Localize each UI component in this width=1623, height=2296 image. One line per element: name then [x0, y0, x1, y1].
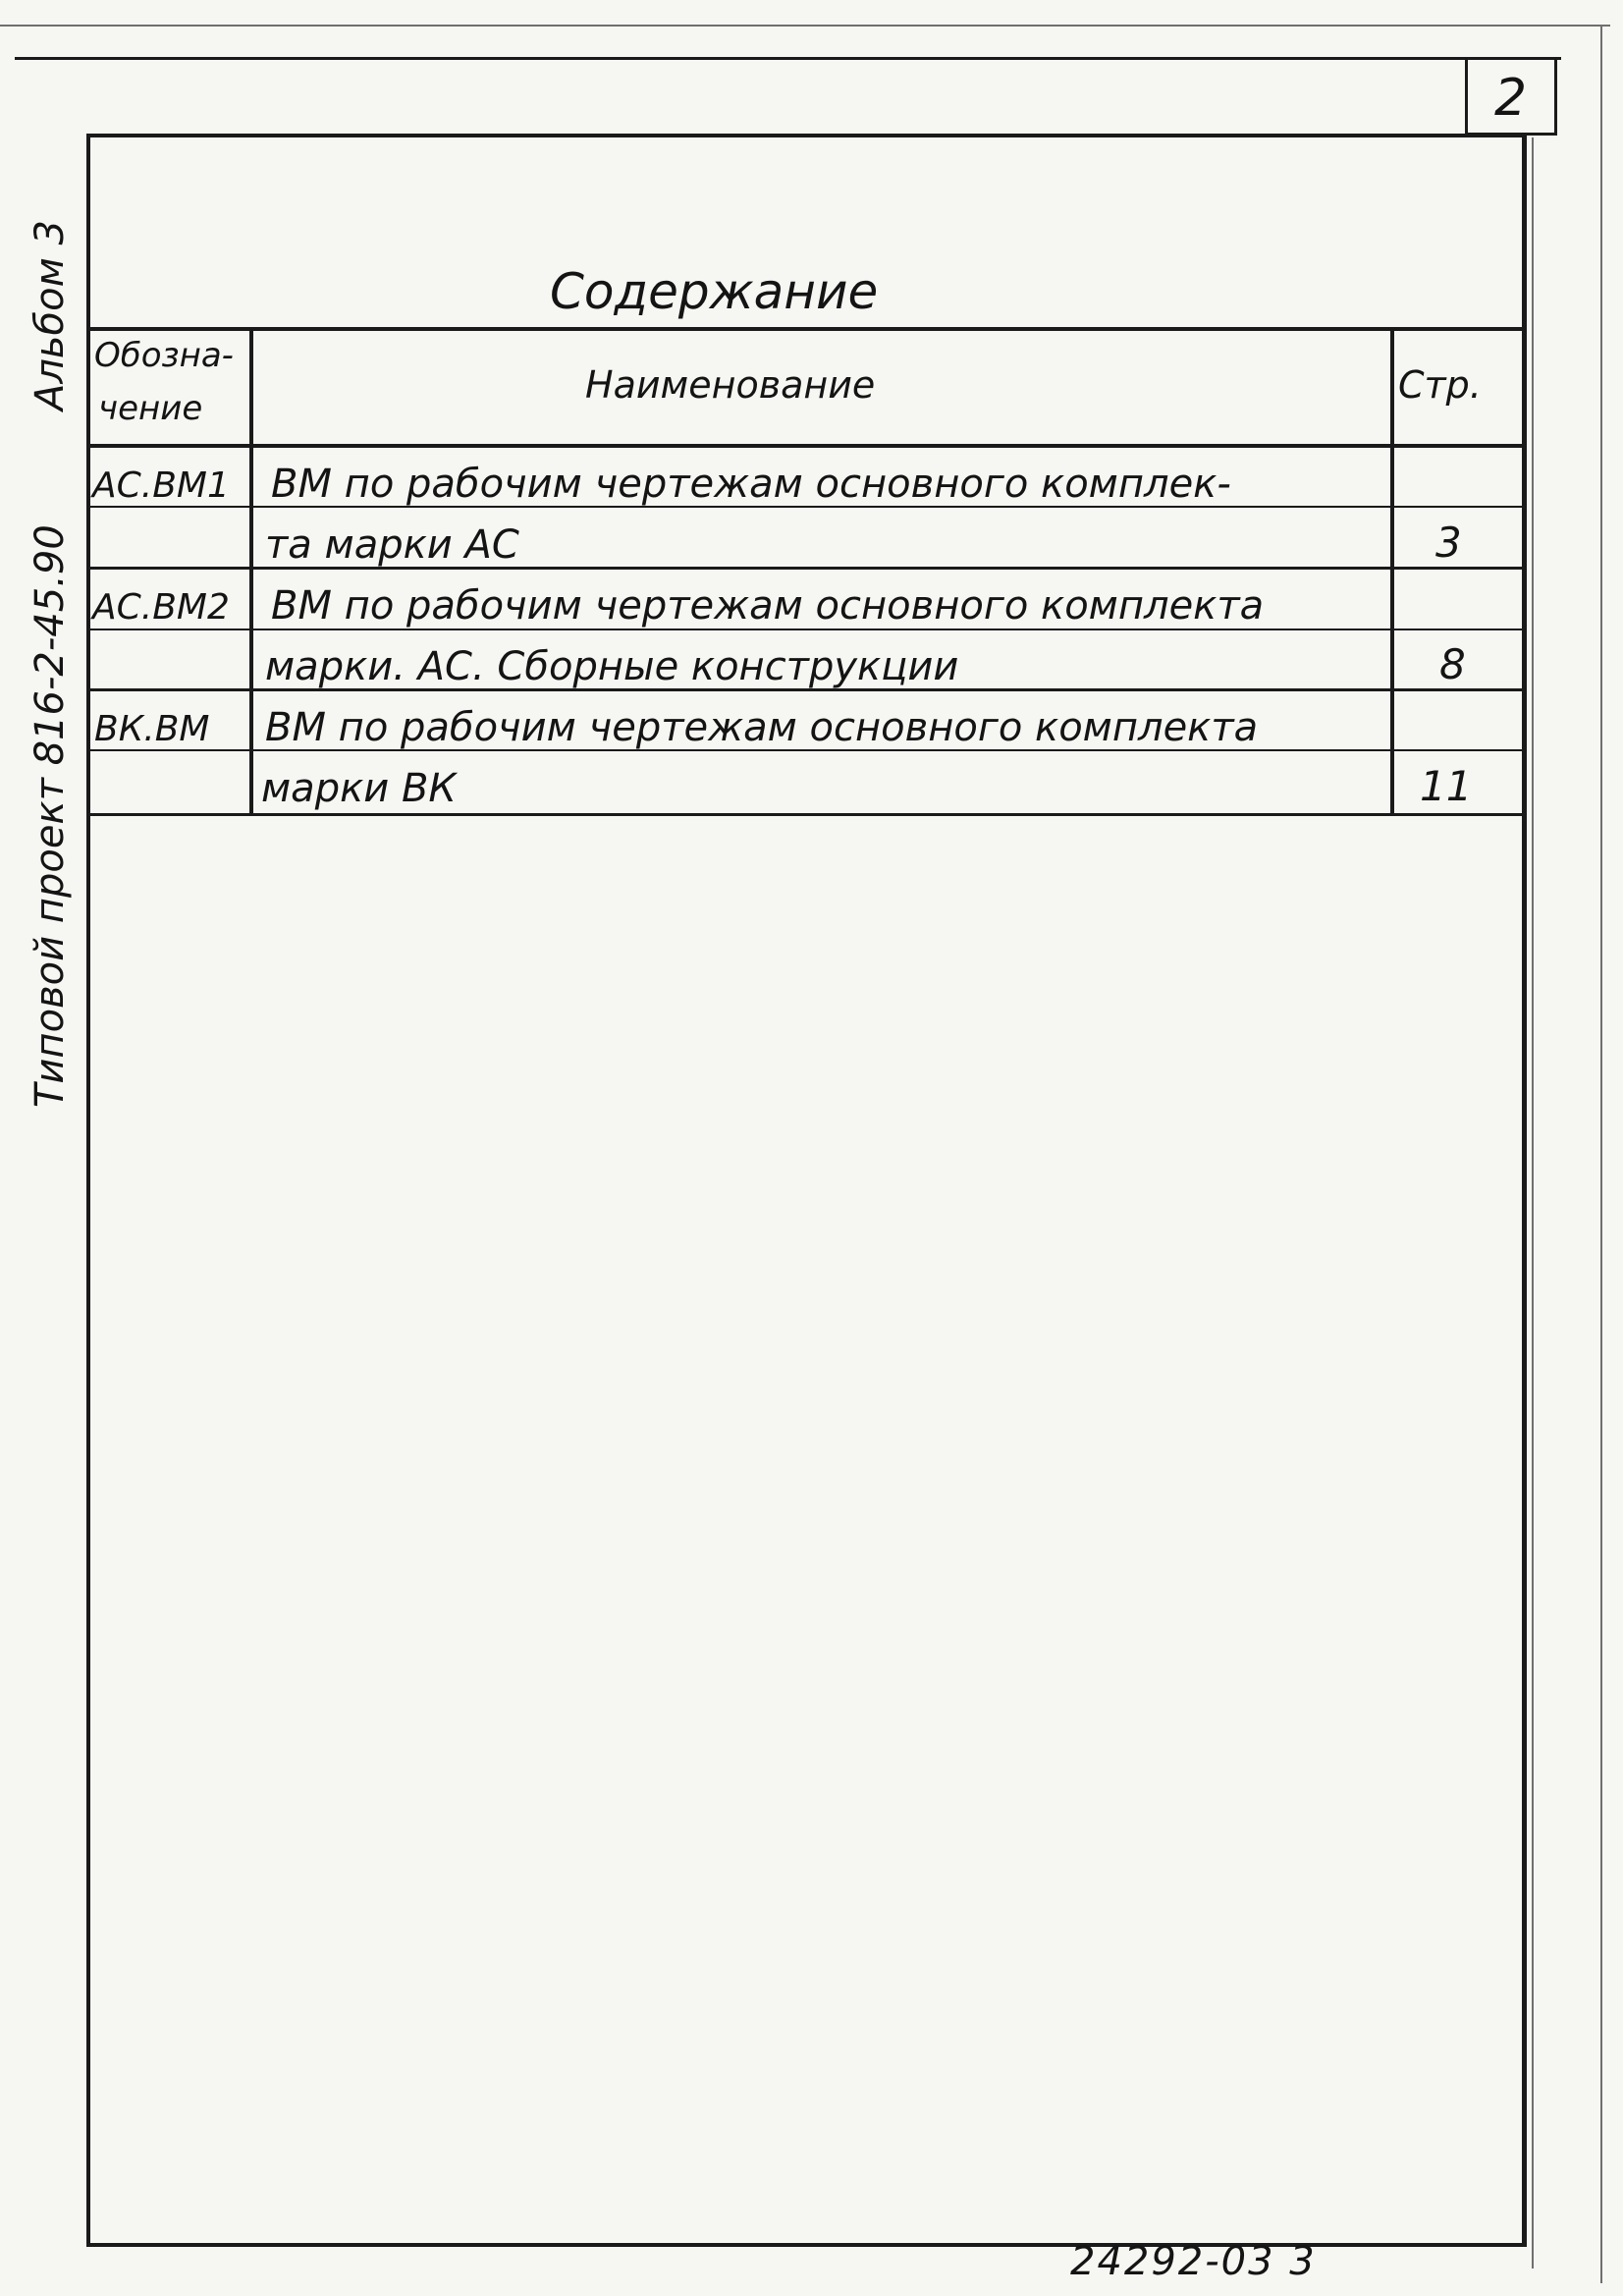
col-divider-2 [1390, 327, 1394, 816]
top-edge-line [0, 25, 1610, 27]
header-designation-line2: чение [98, 389, 203, 428]
header-name: Наименование [585, 363, 876, 407]
row3-name-line1: ВМ по рабочим чертежам основного комплекта [265, 705, 1259, 750]
row1-page: 3 [1435, 519, 1462, 567]
row3-code: ВК.ВМ [94, 709, 210, 749]
row-line [86, 629, 1526, 630]
table-top-line [86, 327, 1526, 331]
right-edge-line [1600, 25, 1602, 2283]
row1-code: АС.ВМ1 [92, 465, 230, 506]
row1-name-line2: та марки АС [265, 522, 519, 568]
row3-page: 11 [1420, 762, 1473, 810]
frame-right [1522, 134, 1527, 2247]
row2-name-line2: марки. АС. Сборные конструкции [265, 644, 959, 689]
col-divider-1 [249, 327, 253, 816]
frame-top [86, 134, 1526, 137]
project-label: Типовой проект 816-2-45.90 [27, 524, 73, 1108]
row1-name-line1: ВМ по рабочим чертежам основного комплек- [271, 462, 1231, 507]
frame-left [86, 134, 90, 2247]
upper-sheet-line [15, 57, 1561, 60]
row2-page: 8 [1439, 640, 1466, 688]
album-label: Альбом 3 [27, 220, 73, 410]
header-bottom-line [86, 444, 1526, 448]
header-page: Стр. [1398, 363, 1482, 407]
frame-right-shadow [1532, 137, 1534, 2269]
row3-name-line2: марки ВК [261, 766, 457, 811]
footer-code: 24292-03 3 [1070, 2239, 1317, 2284]
header-designation-line1: Обозна- [94, 336, 234, 375]
table-bottom-line [86, 813, 1526, 816]
row2-code: АС.ВМ2 [92, 587, 230, 628]
sheet-number: 2 [1494, 69, 1528, 128]
row2-name-line1: ВМ по рабочим чертежам основного комплекта [271, 583, 1265, 629]
page-title: Содержание [550, 263, 879, 320]
